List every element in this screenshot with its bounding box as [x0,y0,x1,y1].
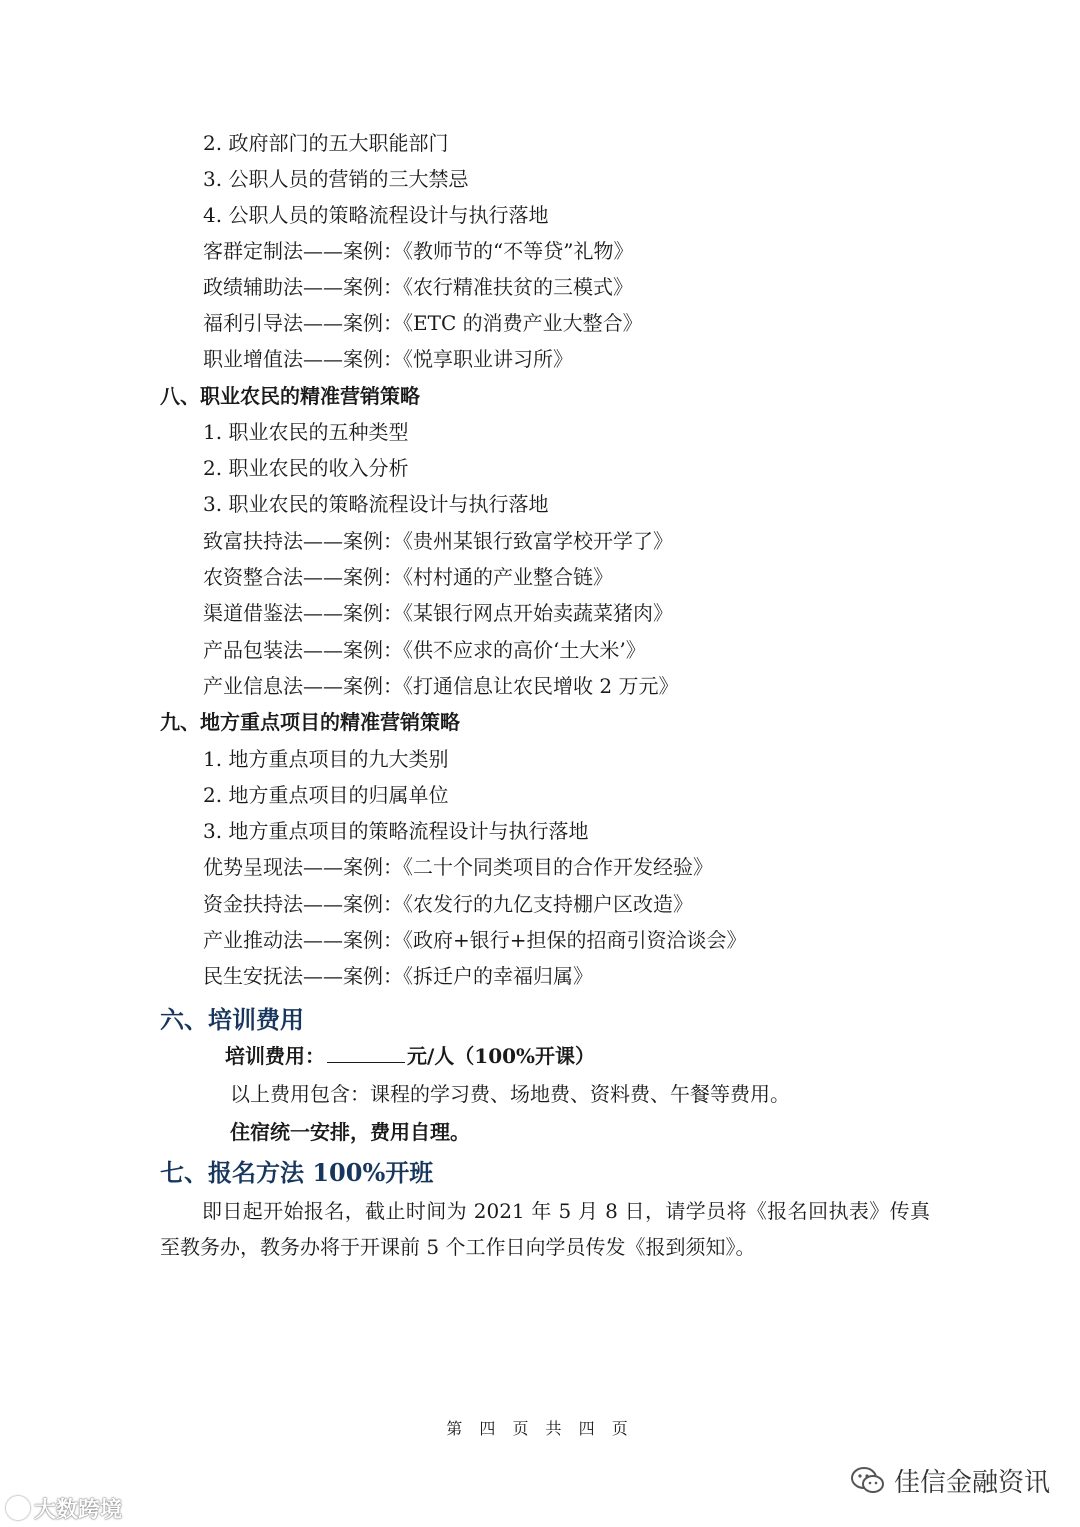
section-heading-9: 九、地方重点项目的精准营销策略 [160,710,460,734]
case-item: 民生安抚法——案例：《拆迁户的幸福归属》 [203,964,593,988]
list-item: 3. 职业农民的策略流程设计与执行落地 [203,492,549,516]
fee-unit: 元/人（100%开课） [407,1044,596,1068]
list-item: 4. 公职人员的策略流程设计与执行落地 [203,203,549,227]
watermark-left-text: 大数跨境 [34,1498,123,1523]
watermark-left [6,1493,122,1524]
list-item: 1. 职业农民的五种类型 [203,420,409,444]
signup-body: 即日起开始报名，截止时间为 2021 年 5 月 8 日，请学员将《报名回执表》传真至教务办，教务办将于开课前 5 个工作日向学员传发《报到须知》。 [160,1199,930,1259]
case-item: 优势呈现法——案例：《二十个同类项目的合作开发经验》 [203,855,713,879]
list-item: 2. 政府部门的五大职能部门 [203,131,449,155]
case-item: 致富扶持法——案例：《贵州某银行致富学校开学了》 [203,529,673,553]
case-item: 产业推动法——案例：《政府+银行+担保的招商引资洽谈会》 [203,928,747,952]
section-heading-fees: 六、培训费用 [160,1005,304,1034]
case-item: 政绩辅助法——案例：《农行精准扶贫的三模式》 [203,275,633,299]
watermark-logo-icon [6,1496,30,1520]
section-heading-8: 八、职业农民的精准营销策略 [160,384,420,408]
case-item: 农资整合法——案例：《村村通的产业整合链》 [203,565,613,589]
case-item: 产业信息法——案例：《打通信息让农民增收 2 万元》 [203,674,679,698]
page-footer: 第 四 页 共 四 页 [446,1419,634,1438]
section-heading-signup: 七、报名方法 100%开班 [160,1158,434,1187]
list-item: 1. 地方重点项目的九大类别 [203,747,449,771]
case-item: 福利引导法——案例：《ETC 的消费产业大整合》 [203,311,643,335]
fee-includes: 以上费用包含：课程的学习费、场地费、资料费、午餐等费用。 [230,1082,790,1106]
watermark-right-text: 佳信金融资讯 [893,1468,1050,1498]
watermark-right [850,1462,1050,1499]
case-item: 渠道借鉴法——案例：《某银行网点开始卖蔬菜猪肉》 [203,601,673,625]
list-item: 2. 地方重点项目的归属单位 [203,783,449,807]
lodging-note: 住宿统一安排，费用自理。 [230,1120,470,1144]
fee-blank [327,1044,405,1063]
case-item: 资金扶持法——案例：《农发行的九亿支持棚户区改造》 [203,892,693,916]
fee-label: 培训费用： [225,1044,325,1068]
fee-line [225,1043,595,1069]
list-item: 2. 职业农民的收入分析 [203,456,409,480]
list-item: 3. 地方重点项目的策略流程设计与执行落地 [203,819,589,843]
wechat-icon [850,1466,886,1496]
case-item: 客群定制法——案例：《教师节的“不等贷”礼物》 [203,239,634,263]
case-item: 职业增值法——案例：《悦享职业讲习所》 [203,347,573,371]
case-item: 产品包装法——案例：《供不应求的高价‘土大米’》 [203,638,646,662]
list-item: 3. 公职人员的营销的三大禁忌 [203,167,469,191]
